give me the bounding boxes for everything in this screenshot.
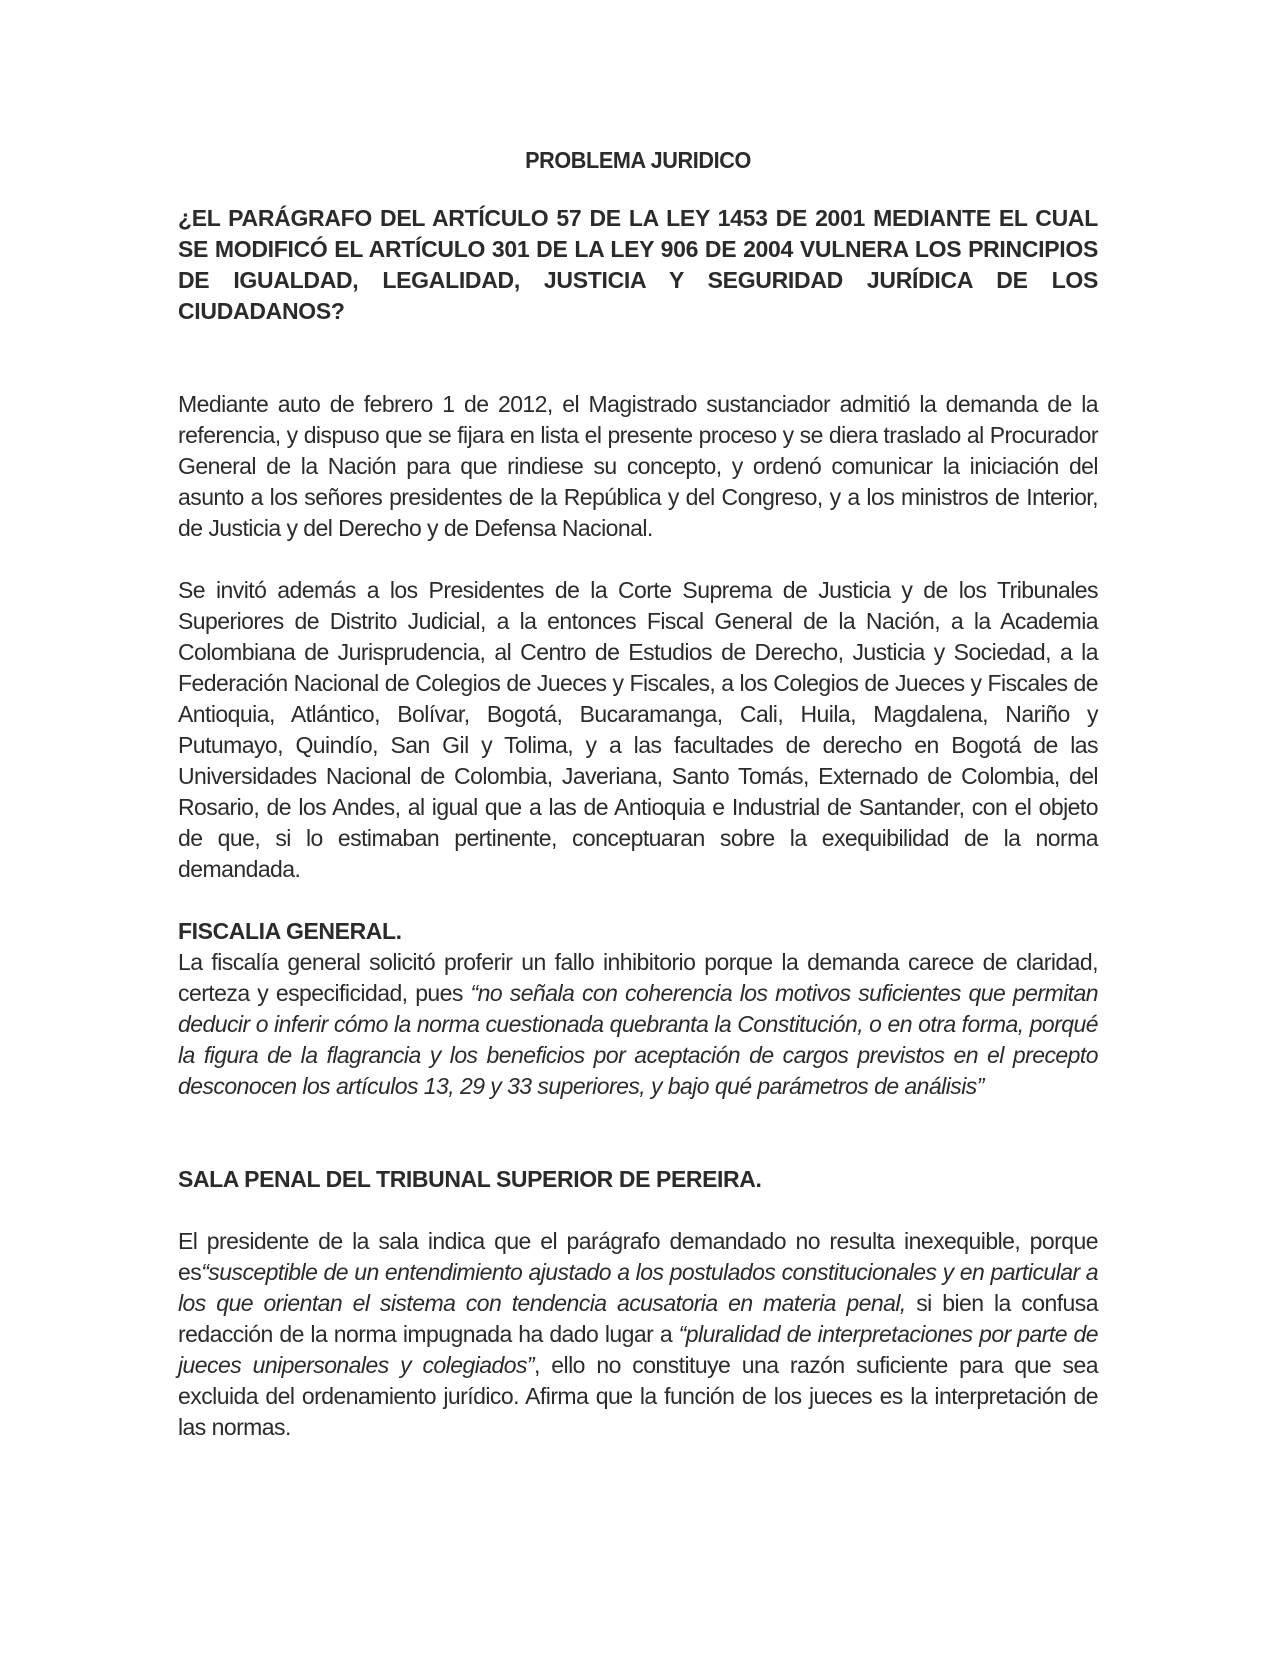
sala-penal-text-2: si bien la confusa redacción de la norma impugnada ha dado lugar a	[178, 1290, 1098, 1347]
fiscalia-text: La fiscalía general solicitó proferir un fallo inhibitorio porque la demanda carece de claridad, certeza y especificidad, pues	[178, 949, 1098, 1006]
sala-penal-text-3: , ello no constituye una razón suficiente para que sea excluida del ordenamiento jurídico. Afirma que la función de los jueces es la interpretación de las normas.	[178, 1352, 1098, 1440]
sala-penal-text-1: El presidente de la sala indica que el parágrafo demandado no resulta inexequible, porque es	[178, 1228, 1098, 1285]
fiscalia-quote: “no señala con coherencia los motivos suficientes que permitan deducir o inferir cómo la norma cuestionada quebranta la Constitución, o en otra forma, porqué la figura de la flagrancia y los beneficios por aceptación de cargos previstos en el precepto desconocen los artículos 13, 29 y 33 superiores, y bajo qué parámetros de análisis”	[178, 980, 1099, 1099]
section-heading-sala-penal: SALA PENAL DEL TRIBUNAL SUPERIOR DE PEREIRA.	[178, 1166, 762, 1192]
sala-penal-quote-1: “susceptible de un entendimiento ajustado a los postulados constitucionales y en particular a los que orientan el sistema con tendencia acusatoria en materia penal,	[178, 1259, 1098, 1316]
sala-penal-quote-2: “pluralidad de interpretaciones por parte de jueces unipersonales y colegiados”	[178, 1321, 1098, 1378]
legal-question: ¿EL PARÁGRAFO DEL ARTÍCULO 57 DE LA LEY 1453 DE 2001 MEDIANTE EL CUAL SE MODIFICÓ EL ARTÍCULO 301 DE LA LEY 906 DE 2004 VULNERA LOS PRINCIPIOS DE IGUALDAD, LEGALIDAD, JUSTICIA Y SEGURIDAD JURÍDICA DE LOS CIUDADANOS?	[178, 205, 1098, 324]
paragraph-sala-penal	[178, 1226, 1098, 1443]
paragraph-invitaciones: Se invitó además a los Presidentes de la Corte Suprema de Justicia y de los Tribunales Superiores de Distrito Judicial, a la entonces Fiscal General de la Nación, a la Academia Colombiana de Jurisprudencia, al Centro de Estudios de Derecho, Justicia y Sociedad, a la Federación Nacional de Colegios de Jueces y Fiscales, a los Colegios de Jueces y Fiscales de Antioquia, Atlántico, Bolívar, Bogotá, Bucaramanga, Cali, Huila, Magdalena, Nariño y Putumayo, Quindío, San Gil y Tolima, y a las facultades de derecho en Bogotá de las Universidades Nacional de Colombia, Javeriana, Santo Tomás, Externado de Colombia, del Rosario, de los Andes, al igual que a las de Antioquia e Industrial de Santander, con el objeto de que, si lo estimaban pertinente, conceptuaran sobre la exequibilidad de la norma demandada.	[178, 577, 1098, 882]
page-title: PROBLEMA JURIDICO	[525, 147, 751, 173]
paragraph-auto-admision: Mediante auto de febrero 1 de 2012, el Magistrado sustanciador admitió la demanda de la referencia, y dispuso que se fijara en lista el presente proceso y se diera traslado al Procurador General de la Nación para que rindiese su concepto, y ordenó comunicar la iniciación del asunto a los señores presidentes de la República y del Congreso, y a los ministros de Interior, de Justicia y del Derecho y de Defensa Nacional.	[178, 391, 1098, 541]
section-heading-fiscalia: FISCALIA GENERAL.	[178, 918, 402, 944]
document-body	[178, 144, 1098, 1443]
paragraph-fiscalia	[178, 947, 1098, 1102]
